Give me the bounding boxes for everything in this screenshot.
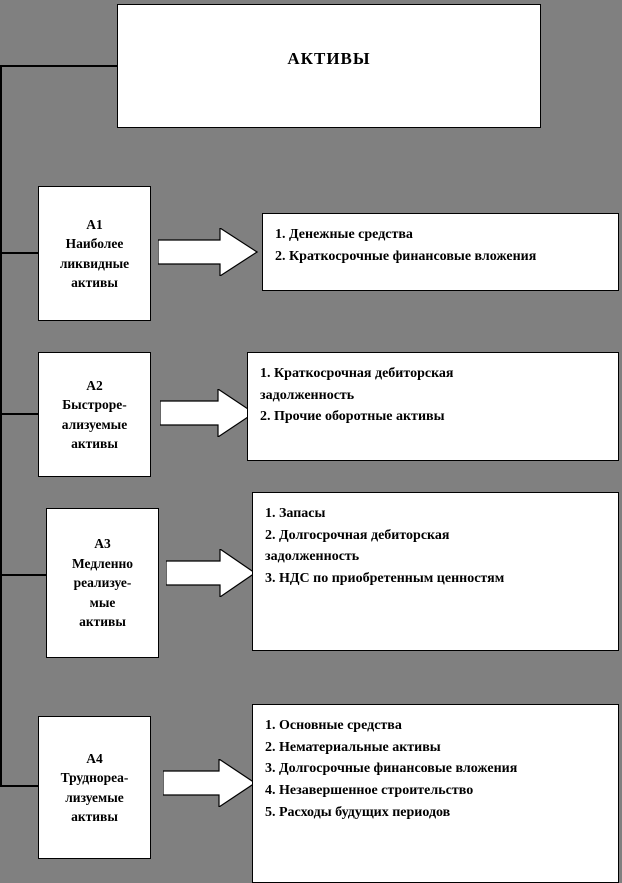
list-box-a1: [262, 213, 619, 291]
list-box-a4: [252, 704, 619, 883]
category-a1-line-3: активы: [71, 275, 118, 290]
connector-branch-a2-stub: [0, 413, 38, 415]
connector-branch-a1: [0, 65, 118, 67]
list-box-a3: [252, 492, 619, 651]
arrow-a3: [166, 549, 256, 597]
list-a1-item-1: 2. Краткосрочные финансовые вложения: [275, 248, 537, 264]
category-box-a4: [38, 716, 151, 859]
page-title: АКТИВЫ: [287, 49, 371, 68]
list-a4-item-4: 5. Расходы будущих периодов: [265, 804, 451, 820]
category-a4-line-1: Труднореа-: [60, 770, 129, 785]
diagram-title-box: [117, 4, 541, 128]
category-box-a2: [38, 352, 151, 477]
list-a2-item-0: 1. Краткосрочная дебиторская: [260, 366, 454, 381]
list-box-a2: [247, 352, 619, 461]
arrow-a1: [158, 228, 258, 276]
list-a4-item-0: 1. Основные средства: [265, 718, 402, 733]
category-a2-line-0: А2: [86, 377, 103, 393]
category-a2-line-2: ализуемые: [61, 416, 128, 432]
arrow-a4: [163, 759, 256, 807]
category-a3-line-3: мые: [89, 594, 116, 610]
category-a1-line-0: А1: [86, 216, 103, 232]
list-a2-item-1: задолженность: [260, 387, 355, 403]
connector-branch-a1-stub: [0, 252, 38, 254]
connector-branch-a3-stub: [0, 574, 46, 576]
category-a4-line-3: активы: [71, 809, 118, 824]
list-a4-item-3: 4. Незавершенное строительство: [265, 783, 474, 799]
connector-vertical-main: [0, 65, 2, 785]
list-a4-item-1: 2. Нематериальные активы: [265, 739, 441, 755]
category-a3-line-2: реализуе-: [73, 575, 132, 591]
category-a3-line-0: А3: [94, 536, 111, 552]
connector-branch-a4-stub: [0, 785, 38, 787]
list-a2-item-2: 2. Прочие оборотные активы: [260, 409, 445, 425]
list-a3-item-0: 1. Запасы: [265, 506, 326, 521]
list-a4-item-2: 3. Долгосрочные финансовые вложения: [265, 761, 518, 777]
arrow-a2: [160, 389, 255, 437]
category-a2-line-3: активы: [71, 436, 118, 451]
category-a1-line-1: Наиболее: [65, 236, 124, 251]
category-a4-line-0: А4: [86, 750, 103, 766]
list-a3-item-1: 2. Долгосрочная дебиторская: [265, 527, 450, 543]
category-a3-line-1: Медленно: [71, 555, 134, 571]
list-a3-item-2: задолженность: [265, 549, 360, 565]
category-a4-line-2: лизуемые: [65, 789, 124, 805]
category-box-a3: [46, 508, 159, 658]
category-box-a1: [38, 186, 151, 321]
category-a2-line-1: Быстроре-: [62, 397, 127, 412]
list-a1-item-0: 1. Денежные средства: [275, 227, 413, 242]
category-a1-line-2: ликвидные: [59, 255, 130, 271]
list-a3-item-3: 3. НДС по приобретенным ценностям: [265, 571, 505, 587]
category-a3-line-4: активы: [79, 614, 126, 630]
